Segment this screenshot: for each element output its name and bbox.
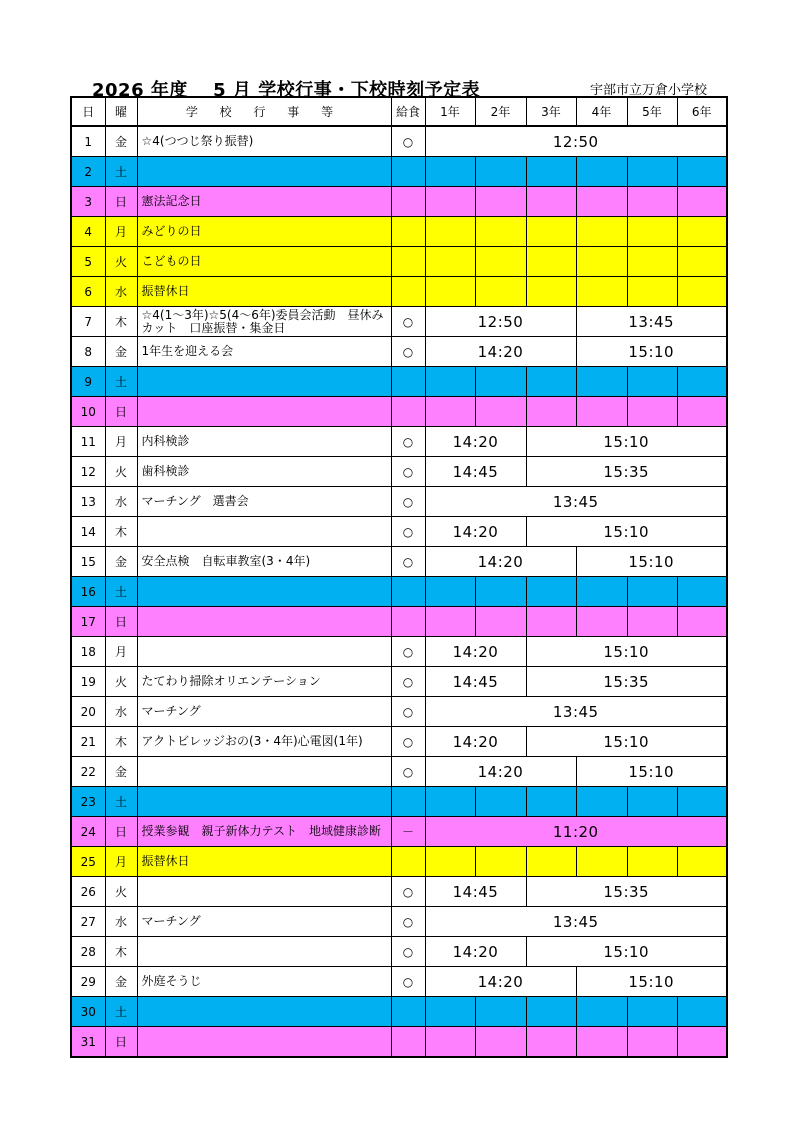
weekday-cell: 月 (105, 427, 137, 457)
grade-cell-empty (627, 787, 677, 817)
grade-cell-empty (576, 187, 627, 217)
grade-cell-empty (576, 397, 627, 427)
weekday-cell: 日 (105, 187, 137, 217)
day-cell: 21 (71, 727, 105, 757)
grade-cell-empty (627, 1027, 677, 1058)
schedule-row (71, 187, 727, 217)
dismissal-time-cell: 14:45 (425, 877, 526, 907)
weekday-cell: 金 (105, 547, 137, 577)
lunch-cell: ○ (391, 757, 425, 787)
day-cell: 6 (71, 277, 105, 307)
grade-cell-empty (576, 217, 627, 247)
lunch-cell: ○ (391, 937, 425, 967)
weekday-cell: 日 (105, 607, 137, 637)
schedule-row (71, 427, 727, 457)
grade-cell-empty (677, 277, 727, 307)
grade-cell-empty (425, 247, 475, 277)
dismissal-time-cell: 14:20 (425, 727, 526, 757)
grade-cell-empty (627, 157, 677, 187)
grade-cell-empty (677, 997, 727, 1027)
col-weekday: 曜 (105, 97, 137, 126)
schedule-row (71, 126, 727, 157)
dismissal-time-cell: 15:10 (576, 547, 727, 577)
event-cell (137, 1027, 391, 1058)
weekday-cell: 水 (105, 487, 137, 517)
grade-cell-empty (425, 367, 475, 397)
schedule-row (71, 337, 727, 367)
event-cell: 1年生を迎える会 (137, 337, 391, 367)
event-cell (137, 997, 391, 1027)
schedule-row (71, 757, 727, 787)
dismissal-time-cell: 14:20 (425, 757, 576, 787)
schedule-table (70, 96, 728, 1058)
dismissal-time-cell: 13:45 (425, 487, 727, 517)
col-grade-2: 2年 (475, 97, 526, 126)
schedule-row (71, 457, 727, 487)
grade-cell-empty (627, 607, 677, 637)
grade-cell-empty (425, 397, 475, 427)
day-cell: 20 (71, 697, 105, 727)
dismissal-time-cell: 15:10 (576, 967, 727, 997)
grade-cell-empty (526, 157, 576, 187)
schedule-row (71, 967, 727, 997)
grade-cell-empty (425, 787, 475, 817)
dismissal-time-cell: 11:20 (425, 817, 727, 847)
day-cell: 15 (71, 547, 105, 577)
dismissal-time-cell: 15:10 (576, 757, 727, 787)
grade-cell-empty (627, 397, 677, 427)
col-day: 日 (71, 97, 105, 126)
weekday-cell: 月 (105, 217, 137, 247)
event-cell (137, 157, 391, 187)
grade-cell-empty (425, 577, 475, 607)
grade-cell-empty (576, 277, 627, 307)
weekday-cell: 木 (105, 937, 137, 967)
weekday-cell: 金 (105, 126, 137, 157)
event-cell: 内科検診 (137, 427, 391, 457)
col-grade-1: 1年 (425, 97, 475, 126)
grade-cell-empty (526, 607, 576, 637)
schedule-row (71, 997, 727, 1027)
schedule-row (71, 517, 727, 547)
event-cell: 振替休日 (137, 847, 391, 877)
grade-cell-empty (576, 607, 627, 637)
event-cell: みどりの日 (137, 217, 391, 247)
event-cell: マーチング (137, 907, 391, 937)
lunch-cell (391, 217, 425, 247)
lunch-cell (391, 187, 425, 217)
grade-cell-empty (475, 247, 526, 277)
dismissal-time-cell: 15:10 (526, 517, 727, 547)
schedule-row (71, 667, 727, 697)
event-cell (137, 397, 391, 427)
weekday-cell: 木 (105, 517, 137, 547)
grade-cell-empty (677, 187, 727, 217)
weekday-cell: 金 (105, 337, 137, 367)
grade-cell-empty (627, 367, 677, 397)
weekday-cell: 土 (105, 997, 137, 1027)
day-cell: 30 (71, 997, 105, 1027)
day-cell: 8 (71, 337, 105, 367)
event-cell (137, 577, 391, 607)
day-cell: 27 (71, 907, 105, 937)
schedule-row (71, 1027, 727, 1058)
day-cell: 28 (71, 937, 105, 967)
weekday-cell: 土 (105, 157, 137, 187)
schedule-body (71, 126, 727, 1057)
schedule-row (71, 487, 727, 517)
lunch-cell: ○ (391, 487, 425, 517)
event-cell: マーチング (137, 697, 391, 727)
event-cell: 外庭そうじ (137, 967, 391, 997)
grade-cell-empty (425, 157, 475, 187)
weekday-cell: 火 (105, 667, 137, 697)
schedule-row (71, 577, 727, 607)
grade-cell-empty (526, 1027, 576, 1058)
col-grade-6: 6年 (677, 97, 727, 126)
dismissal-time-cell: 14:20 (425, 937, 526, 967)
lunch-cell (391, 577, 425, 607)
lunch-cell: ○ (391, 517, 425, 547)
grade-cell-empty (576, 847, 627, 877)
day-cell: 17 (71, 607, 105, 637)
schedule-row (71, 727, 727, 757)
day-cell: 14 (71, 517, 105, 547)
dismissal-time-cell: 14:45 (425, 457, 526, 487)
grade-cell-empty (627, 247, 677, 277)
dismissal-time-cell: 13:45 (576, 307, 727, 337)
event-cell: 憲法記念日 (137, 187, 391, 217)
grade-cell-empty (627, 187, 677, 217)
day-cell: 22 (71, 757, 105, 787)
dismissal-time-cell: 15:35 (526, 457, 727, 487)
dismissal-time-cell: 13:45 (425, 697, 727, 727)
schedule-row (71, 907, 727, 937)
grade-cell-empty (425, 277, 475, 307)
schedule-row (71, 397, 727, 427)
day-cell: 18 (71, 637, 105, 667)
grade-cell-empty (475, 787, 526, 817)
day-cell: 26 (71, 877, 105, 907)
weekday-cell: 月 (105, 847, 137, 877)
grade-cell-empty (475, 367, 526, 397)
dismissal-time-cell: 15:35 (526, 667, 727, 697)
event-cell (137, 607, 391, 637)
grade-cell-empty (526, 847, 576, 877)
lunch-cell (391, 787, 425, 817)
grade-cell-empty (677, 847, 727, 877)
schedule-row (71, 157, 727, 187)
grade-cell-empty (627, 277, 677, 307)
grade-cell-empty (677, 577, 727, 607)
dismissal-time-cell: 14:20 (425, 517, 526, 547)
grade-cell-empty (677, 247, 727, 277)
dismissal-time-cell: 13:45 (425, 907, 727, 937)
schedule-row (71, 817, 727, 847)
weekday-cell: 火 (105, 247, 137, 277)
day-cell: 24 (71, 817, 105, 847)
event-cell: 振替休日 (137, 277, 391, 307)
weekday-cell: 日 (105, 397, 137, 427)
dismissal-time-cell: 15:10 (526, 937, 727, 967)
weekday-cell: 日 (105, 817, 137, 847)
event-cell: たてわり掃除オリエンテーション (137, 667, 391, 697)
day-cell: 4 (71, 217, 105, 247)
grade-cell-empty (475, 157, 526, 187)
day-cell: 23 (71, 787, 105, 817)
grade-cell-empty (576, 367, 627, 397)
grade-cell-empty (677, 217, 727, 247)
grade-cell-empty (576, 787, 627, 817)
lunch-cell: ○ (391, 637, 425, 667)
event-cell (137, 517, 391, 547)
grade-cell-empty (627, 217, 677, 247)
grade-cell-empty (425, 607, 475, 637)
day-cell: 16 (71, 577, 105, 607)
day-cell: 12 (71, 457, 105, 487)
schedule-row (71, 787, 727, 817)
grade-cell-empty (627, 847, 677, 877)
day-cell: 10 (71, 397, 105, 427)
event-cell: 安全点検 自転車教室(3・4年) (137, 547, 391, 577)
dismissal-time-cell: 14:45 (425, 667, 526, 697)
lunch-cell: ○ (391, 907, 425, 937)
col-events: 学 校 行 事 等 (137, 97, 391, 126)
header-row (71, 97, 727, 126)
weekday-cell: 木 (105, 307, 137, 337)
dismissal-time-cell: 14:20 (425, 427, 526, 457)
dismissal-time-cell: 14:20 (425, 547, 576, 577)
grade-cell-empty (677, 397, 727, 427)
schedule-row (71, 937, 727, 967)
grade-cell-empty (475, 847, 526, 877)
grade-cell-empty (576, 1027, 627, 1058)
schedule-row (71, 637, 727, 667)
event-cell: ☆4(1～3年)☆5(4～6年)委員会活動 昼休みカット 口座振替・集金日 (137, 307, 391, 337)
dismissal-time-cell: 14:20 (425, 967, 576, 997)
day-cell: 29 (71, 967, 105, 997)
lunch-cell: ○ (391, 727, 425, 757)
weekday-cell: 土 (105, 787, 137, 817)
grade-cell-empty (526, 577, 576, 607)
day-cell: 25 (71, 847, 105, 877)
dismissal-time-cell: 14:20 (425, 337, 576, 367)
schedule-row (71, 247, 727, 277)
lunch-cell: ○ (391, 877, 425, 907)
weekday-cell: 木 (105, 727, 137, 757)
col-grade-5: 5年 (627, 97, 677, 126)
schedule-row (71, 697, 727, 727)
event-cell: 授業参観 親子新体力テスト 地域健康診断 (137, 817, 391, 847)
lunch-cell (391, 247, 425, 277)
lunch-cell: ○ (391, 667, 425, 697)
schedule-row (71, 607, 727, 637)
grade-cell-empty (677, 787, 727, 817)
grade-cell-empty (425, 217, 475, 247)
grade-cell-empty (475, 397, 526, 427)
event-cell: マーチング 選書会 (137, 487, 391, 517)
dismissal-time-cell: 15:10 (526, 637, 727, 667)
grade-cell-empty (475, 187, 526, 217)
schedule-row (71, 367, 727, 397)
lunch-cell: ○ (391, 697, 425, 727)
day-cell: 2 (71, 157, 105, 187)
grade-cell-empty (526, 187, 576, 217)
event-cell (137, 877, 391, 907)
event-cell (137, 937, 391, 967)
schedule-row (71, 877, 727, 907)
grade-cell-empty (475, 577, 526, 607)
schedule-row (71, 277, 727, 307)
grade-cell-empty (475, 607, 526, 637)
grade-cell-empty (526, 367, 576, 397)
lunch-cell (391, 277, 425, 307)
schedule-row (71, 847, 727, 877)
grade-cell-empty (425, 847, 475, 877)
lunch-cell (391, 157, 425, 187)
dismissal-time-cell: 12:50 (425, 307, 576, 337)
lunch-cell (391, 1027, 425, 1058)
event-cell: ☆4(つつじ祭り振替) (137, 126, 391, 157)
dismissal-time-cell: 14:20 (425, 637, 526, 667)
col-lunch: 給食 (391, 97, 425, 126)
col-grade-3: 3年 (526, 97, 576, 126)
grade-cell-empty (627, 577, 677, 607)
weekday-cell: 水 (105, 907, 137, 937)
dismissal-time-cell: 15:10 (526, 427, 727, 457)
grade-cell-empty (677, 367, 727, 397)
lunch-cell (391, 397, 425, 427)
grade-cell-empty (425, 187, 475, 217)
grade-cell-empty (475, 1027, 526, 1058)
dismissal-time-cell: 15:10 (576, 337, 727, 367)
grade-cell-empty (526, 217, 576, 247)
grade-cell-empty (526, 397, 576, 427)
event-cell: こどもの日 (137, 247, 391, 277)
lunch-cell: ○ (391, 307, 425, 337)
grade-cell-empty (425, 997, 475, 1027)
event-cell: アクトビレッジおの(3・4年)心電図(1年) (137, 727, 391, 757)
weekday-cell: 日 (105, 1027, 137, 1058)
day-cell: 19 (71, 667, 105, 697)
grade-cell-empty (475, 217, 526, 247)
page-title: 2026 年度 5 月 学校行事・下校時刻予定表 (92, 80, 481, 101)
day-cell: 7 (71, 307, 105, 337)
dismissal-time-cell: 15:10 (526, 727, 727, 757)
weekday-cell: 土 (105, 367, 137, 397)
weekday-cell: 火 (105, 457, 137, 487)
schedule-row (71, 547, 727, 577)
event-cell: 歯科検診 (137, 457, 391, 487)
day-cell: 3 (71, 187, 105, 217)
event-cell (137, 757, 391, 787)
grade-cell-empty (526, 277, 576, 307)
grade-cell-empty (526, 247, 576, 277)
weekday-cell: 金 (105, 757, 137, 787)
grade-cell-empty (526, 997, 576, 1027)
schedule-row (71, 307, 727, 337)
grade-cell-empty (475, 277, 526, 307)
event-cell (137, 367, 391, 397)
grade-cell-empty (677, 1027, 727, 1058)
lunch-cell (391, 997, 425, 1027)
grade-cell-empty (627, 997, 677, 1027)
lunch-cell: ○ (391, 967, 425, 997)
lunch-cell: ○ (391, 547, 425, 577)
weekday-cell: 月 (105, 637, 137, 667)
lunch-cell: ○ (391, 126, 425, 157)
day-cell: 11 (71, 427, 105, 457)
day-cell: 31 (71, 1027, 105, 1058)
weekday-cell: 金 (105, 967, 137, 997)
grade-cell-empty (576, 577, 627, 607)
weekday-cell: 土 (105, 577, 137, 607)
school-name: 宇部市立万倉小学校 (590, 83, 708, 98)
grade-cell-empty (677, 607, 727, 637)
day-cell: 5 (71, 247, 105, 277)
lunch-cell: － (391, 817, 425, 847)
day-cell: 9 (71, 367, 105, 397)
lunch-cell: ○ (391, 427, 425, 457)
grade-cell-empty (475, 997, 526, 1027)
grade-cell-empty (576, 247, 627, 277)
col-grade-4: 4年 (576, 97, 627, 126)
schedule-row (71, 217, 727, 247)
grade-cell-empty (576, 997, 627, 1027)
event-cell (137, 637, 391, 667)
grade-cell-empty (526, 787, 576, 817)
day-cell: 13 (71, 487, 105, 517)
lunch-cell: ○ (391, 457, 425, 487)
grade-cell-empty (677, 157, 727, 187)
dismissal-time-cell: 12:50 (425, 126, 727, 157)
lunch-cell: ○ (391, 337, 425, 367)
dismissal-time-cell: 15:35 (526, 877, 727, 907)
weekday-cell: 水 (105, 277, 137, 307)
day-cell: 1 (71, 126, 105, 157)
lunch-cell (391, 607, 425, 637)
event-cell (137, 787, 391, 817)
weekday-cell: 火 (105, 877, 137, 907)
lunch-cell (391, 847, 425, 877)
grade-cell-empty (576, 157, 627, 187)
grade-cell-empty (425, 1027, 475, 1058)
weekday-cell: 水 (105, 697, 137, 727)
lunch-cell (391, 367, 425, 397)
